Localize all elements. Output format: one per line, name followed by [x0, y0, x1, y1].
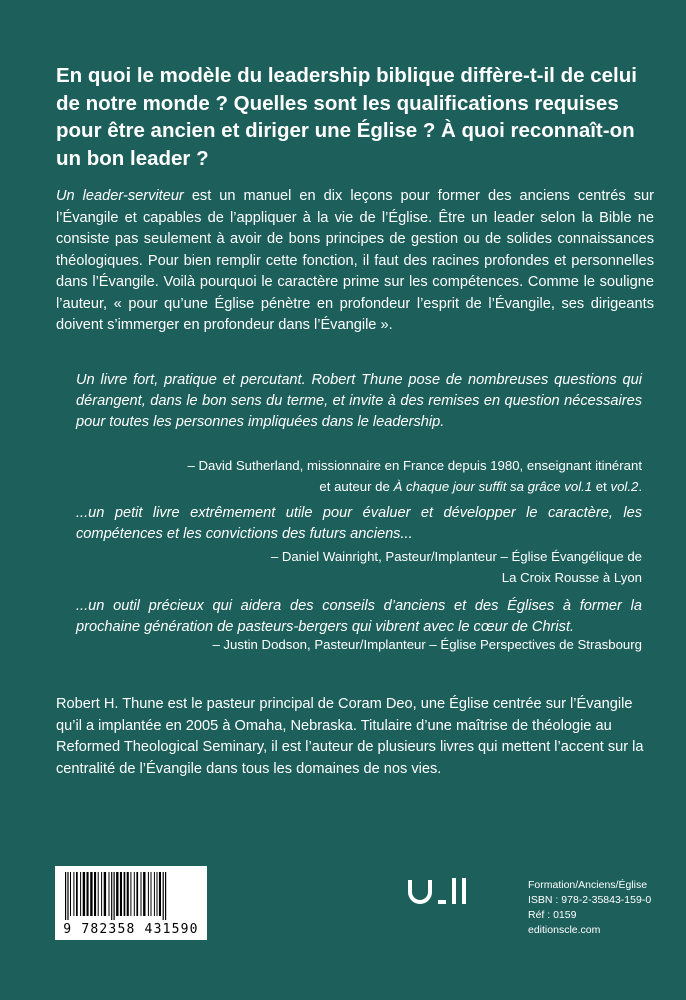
barcode-bar: [94, 872, 96, 916]
barcode-bar: [116, 872, 118, 916]
headline: En quoi le modèle du leadership biblique diffère-t-il de celui de notre monde ? Quelles sont les qualifications requises pour être ancien et diriger une Église ? À quoi reconnaît-on un bon leader ?: [56, 64, 637, 170]
intro-paragraph: [56, 186, 654, 337]
barcode-bar: [154, 872, 155, 916]
barcode: [55, 866, 207, 940]
barcode-bar: [136, 872, 138, 916]
barcode-bar: [98, 872, 99, 916]
barcode-bar: [70, 872, 71, 916]
publisher-logo: [408, 876, 492, 906]
publisher-website: editionscle.com: [528, 924, 601, 936]
barcode-bar: [157, 872, 158, 916]
barcode-bar: [65, 872, 66, 920]
publisher-info: [528, 878, 651, 938]
publisher-isbn: ISBN : 978-2-35843-159-0: [528, 894, 652, 906]
cited-book-2: vol.2: [610, 478, 639, 494]
intro-text: est un manuel en dix leçons pour former des anciens centrés sur l’Évangile et capables de l’appliquer à la vie de l’Église. Être un leader selon la Bible ne consiste pas seulement à avoir de bons principes de gestion ou de solides connaissances théologiques. Pour bien remplir cette fonction, il faut des racines profondes et personnelles dans l’Évangile. Voilà pourquoi le caractère prime sur les compétences. Comme le souligne l’auteur, « pour qu’une Église pénètre en profondeur l’esprit de l’Évangile, ses dirigeants doivent s’immerger en profondeur dans l’Évangile ».: [56, 188, 654, 333]
quote-2-text: ...un petit livre extrêmement utile pour évaluer et développer le caractère, les compétences et les convictions des futurs anciens...: [76, 505, 642, 543]
quote-3-attribution: [82, 635, 642, 656]
quote-2-attribution-line1: – Daniel Wainright, Pasteur/Implanteur – Église Évangélique de: [270, 549, 642, 564]
book-title: Un leader-serviteur: [56, 188, 184, 204]
quote-1-attribution-line2: [82, 477, 642, 498]
barcode-bar: [163, 872, 164, 920]
barcode-bar: [141, 872, 142, 916]
quote-1-attribution-line1: – David Sutherland, missionnaire en France depuis 1980, enseignant itinérant: [187, 458, 642, 473]
barcode-bar: [111, 872, 112, 920]
barcode-bar: [90, 872, 92, 916]
barcode-bar: [73, 872, 74, 916]
barcode-bar: [124, 872, 126, 916]
quote-3-attribution-line1: – Justin Dodson, Pasteur/Implanteur – Église Perspectives de Strasbourg: [212, 637, 642, 652]
barcode-bar: [67, 872, 68, 920]
barcode-bar: [127, 872, 129, 916]
barcode-bar: [80, 872, 81, 916]
barcode-bar: [114, 872, 115, 920]
barcode-bar: [109, 872, 110, 916]
quote-2-attribution-line2: La Croix Rousse à Lyon: [501, 569, 642, 585]
barcode-bar: [134, 872, 135, 916]
quote-2-attribution: [82, 547, 642, 588]
cited-book-1: À chaque jour suffit sa grâce vol.1: [393, 478, 593, 494]
quote-3-text: ...un outil précieux qui aidera des conseils d’anciens et des Églises à former la prochaine génération de pasteurs-bergers qui vibrent avec le cœur de Christ.: [76, 598, 642, 636]
barcode-bar: [151, 872, 152, 916]
barcode-bar: [101, 872, 102, 916]
author-bio: Robert H. Thune est le pasteur principal de Coram Deo, une Église centrée sur l’Évangile qu’il a implantée en 2005 à Omaha, Nebraska. Titulaire d’une maîtrise de théologie au Reformed Theological Seminary, il est l’auteur de plusieurs livres qui mettent l’accent sur la centralité de l’Évangile dans tous les domaines de nos vies.: [56, 696, 644, 777]
barcode-bar: [76, 872, 78, 916]
barcode-bar: [87, 872, 89, 916]
quote-1-text: Un livre fort, pratique et percutant. Robert Thune pose de nombreuses questions qui dérangent, dans le bon sens du terme, et invite à des remises en question nécessaires pour toutes les personnes impliquées dans le leadership.: [76, 372, 642, 431]
barcode-bar: [120, 872, 122, 916]
attribution-conjunction: et: [592, 478, 611, 494]
barcode-bar: [165, 872, 166, 920]
barcode-bars: [63, 872, 199, 920]
barcode-bar: [159, 872, 161, 916]
quote-1-attribution: [82, 456, 642, 497]
attribution-end: .: [638, 478, 642, 494]
barcode-bar: [148, 872, 149, 916]
barcode-bar: [130, 872, 131, 916]
barcode-bar: [104, 872, 106, 916]
barcode-bar: [143, 872, 145, 916]
publisher-ref: Réf : 0159: [528, 909, 577, 921]
publisher-category: Formation/Anciens/Église: [528, 879, 648, 891]
attribution-prefix: et auteur de: [319, 478, 394, 494]
barcode-bar: [83, 872, 85, 916]
barcode-digits: 9 782358 431590: [63, 922, 199, 937]
